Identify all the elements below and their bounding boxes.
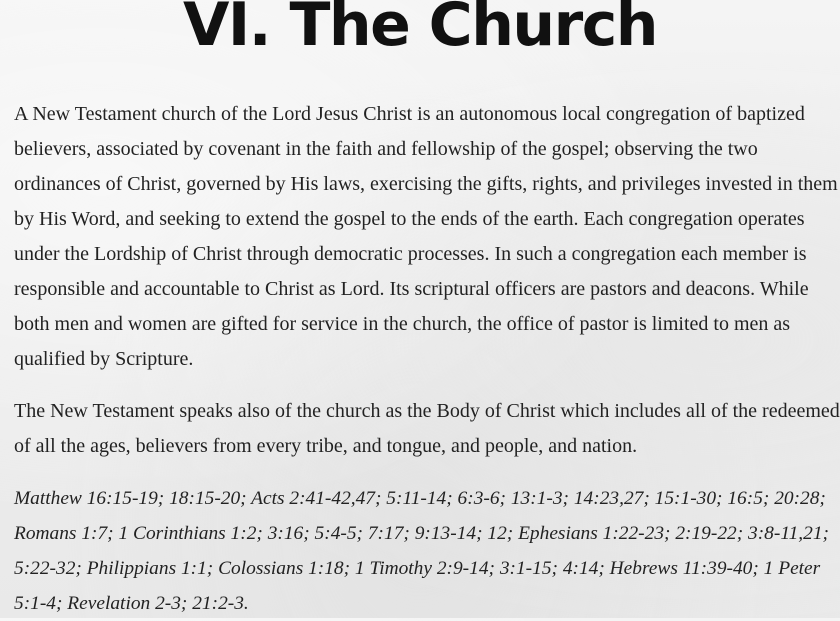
church-definition-paragraph: A New Testament church of the Lord Jesus Christ is an autonomous local congregation of baptized believers, associated by covenant in the faith and fellowship of the gospel; observing the two ordinances of Christ, governed by His laws, exercising the gifts, rights, and privileges invested in them by His Word, and seeking to extend the gospel to the ends of the earth. Each congregation operates under the Lordship of Christ through democratic processes. In such a congregation each member is responsible and accountable to Christ as Lord. Its scriptural officers are pastors and deacons. While both men and women are gifted for service in the church, the office of pastor is limited to men as qualified by Scripture.	[14, 103, 838, 370]
article-body	[14, 97, 840, 621]
body-of-christ-paragraph: The New Testament speaks also of the church as the Body of Christ which includes all of the redeemed of all the ages, believers from every tribe, and tongue, and people, and nation.	[14, 400, 840, 457]
page-title: VI. The Church	[183, 0, 657, 60]
scripture-references: Matthew 16:15-19; 18:15-20; Acts 2:41-42,47; 5:11-14; 6:3-6; 13:1-3; 14:23,27; 15:1-30; 16:5; 20:28; Romans 1:7; 1 Corinthians 1:2; 3:16; 5:4-5; 7:17; 9:13-14; 12; Ephesians 1:22-23; 2:19-22; 3:8-11,21; 5:22-32; Philippians 1:1; Colossians 1:18; 1 Timothy 2:9-14; 3:1-15; 4:14; Hebrews 11:39-40; 1 Peter 5:1-4; Revelation 2-3; 21:2-3.	[14, 488, 829, 614]
